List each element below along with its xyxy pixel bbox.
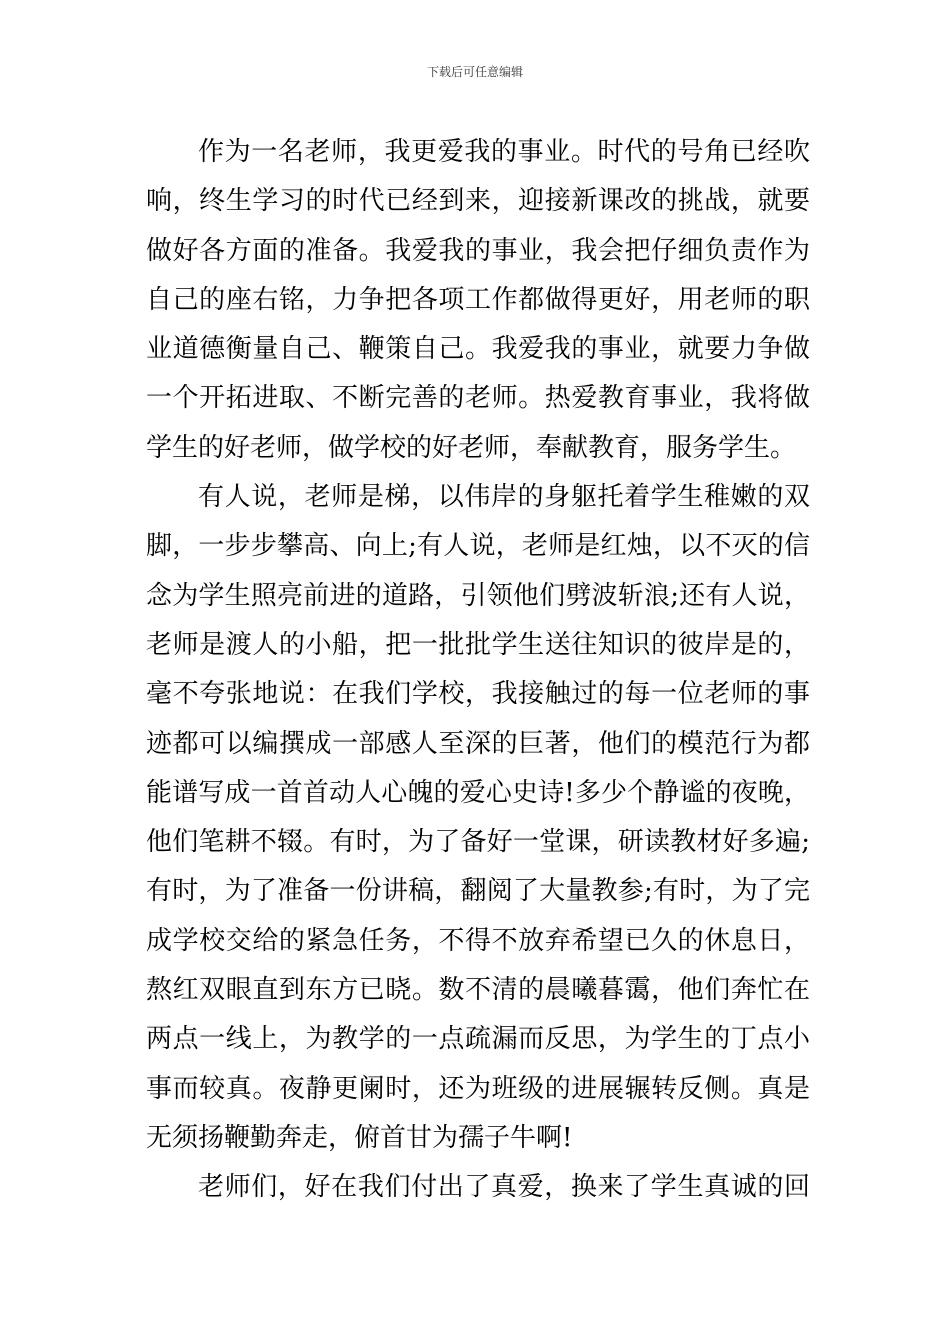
paragraph-line: 事而较真。夜静更阑时，还为班级的进展辗转反侧。真是 — [146, 1073, 810, 1104]
paragraph-line: 念为学生照亮前进的道路，引领他们劈波斩浪;还有人说， — [146, 580, 810, 611]
paragraph-line: 成学校交给的紧急任务，不得不放弃希望已久的休息日， — [146, 925, 810, 956]
paragraph-line: 有时，为了准备一份讲稿，翻阅了大量教参;有时，为了完 — [146, 876, 810, 907]
paragraph-line: 作为一名老师，我更爱我的事业。时代的号角已经吹 — [198, 137, 810, 167]
paragraph-line: 响，终生学习的时代已经到来，迎接新课改的挑战，就要 — [146, 186, 810, 217]
paragraph-line: 熬红双眼直到东方已晓。数不清的晨曦暮霭，他们奔忙在 — [146, 975, 810, 1006]
paragraph — [146, 128, 810, 473]
paragraph-line: 能谱写成一首首动人心魄的爱心史诗!多少个静谧的夜晚， — [146, 777, 810, 808]
paragraph-line: 老师是渡人的小船，把一批批学生送往知识的彼岸是的， — [146, 629, 810, 660]
paragraph — [146, 473, 810, 1163]
paragraph-line: 有人说，老师是梯，以伟岸的身躯托着学生稚嫩的双 — [198, 482, 810, 513]
paragraph — [146, 1163, 810, 1212]
paragraph-line: 做好各方面的准备。我爱我的事业，我会把仔细负责作为 — [146, 235, 810, 266]
paragraph-line: 自己的座右铭，力争把各项工作都做得更好，用老师的职 — [146, 284, 810, 315]
paragraph-line: 迹都可以编撰成一部感人至深的巨著，他们的模范行为都 — [146, 728, 810, 759]
paragraph-line: 业道德衡量自己、鞭策自己。我爱我的事业，就要力争做 — [146, 334, 810, 365]
paragraph-line: 毫不夸张地说：在我们学校，我接触过的每一位老师的事 — [146, 679, 810, 710]
document-body — [146, 128, 810, 1213]
paragraph-line: 老师们，好在我们付出了真爱，换来了学生真诚的回 — [198, 1172, 810, 1203]
paragraph-line: 学生的好老师，做学校的好老师，奉献教育，服务学生。 — [146, 432, 797, 463]
paragraph-line: 一个开拓进取、不断完善的老师。热爱教育事业，我将做 — [146, 383, 810, 414]
paragraph-line: 两点一线上，为教学的一点疏漏而反思，为学生的丁点小 — [146, 1024, 810, 1055]
paragraph-line: 无须扬鞭勤奔走，俯首甘为孺子牛啊! — [146, 1122, 573, 1153]
paragraph-line: 脚，一步步攀高、向上;有人说，老师是红烛，以不灭的信 — [146, 531, 810, 562]
paragraph-line: 他们笔耕不辍。有时，为了备好一堂课，研读教材好多遍; — [146, 827, 810, 858]
page-header-note: 下载后可任意编辑 — [426, 65, 523, 79]
